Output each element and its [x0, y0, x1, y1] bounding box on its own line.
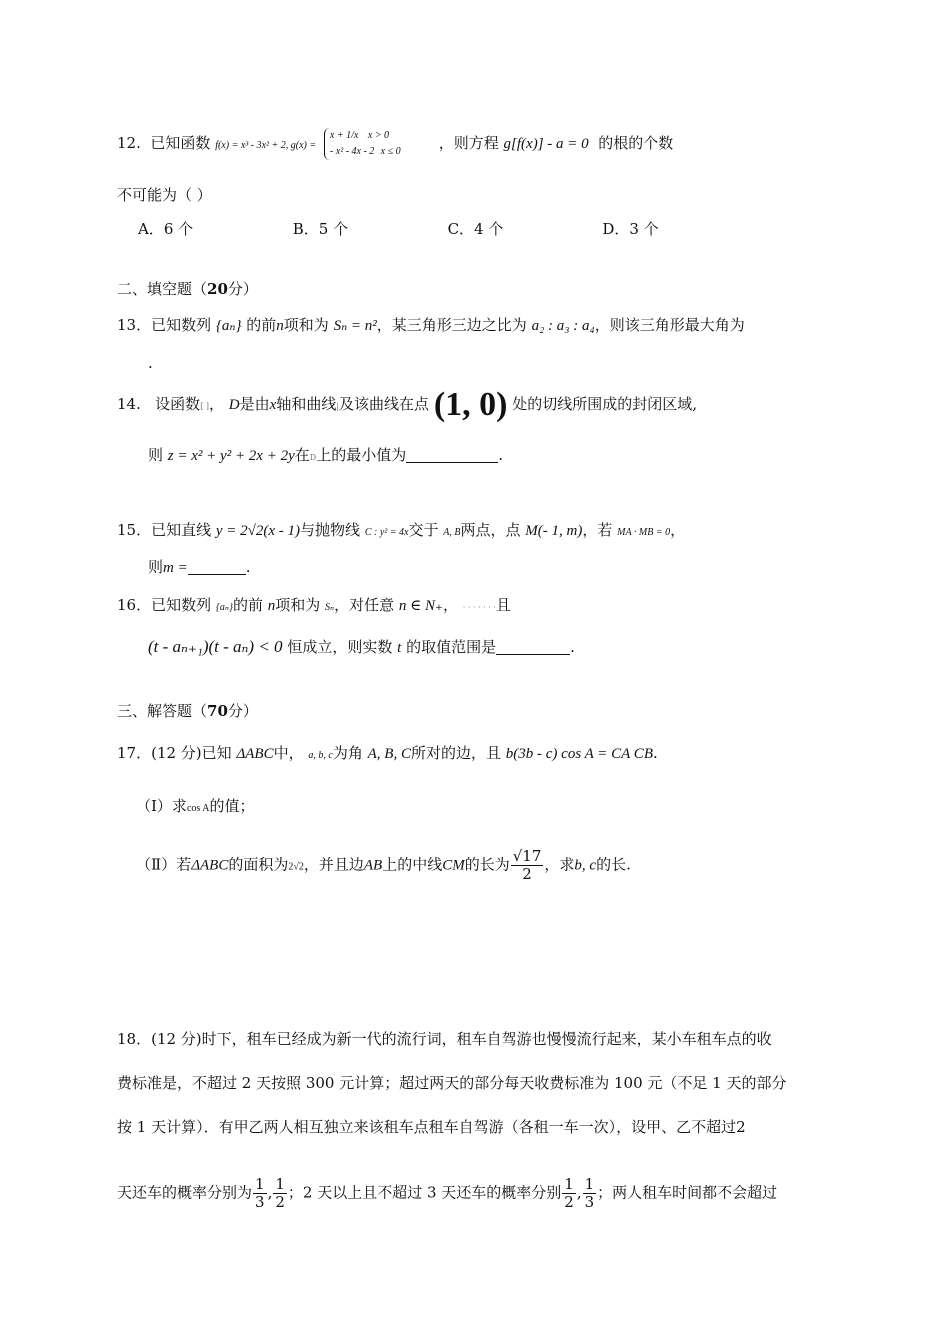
q16-s: Sₙ: [325, 602, 335, 613]
q12-options: [138, 218, 752, 240]
q12-equation: g[f(x)] - a = 0: [503, 136, 589, 152]
q14-x: x: [269, 397, 277, 413]
q17-text: 上的中线: [382, 855, 443, 874]
section3-heading: [117, 700, 258, 722]
q18-frac-num: 1: [564, 1175, 574, 1193]
q16-text: 的前: [232, 596, 263, 614]
q18-frac-den: 2: [275, 1193, 285, 1211]
q18-text: 天还车的概率分别为: [117, 1183, 253, 1202]
q18-line1: [117, 1028, 772, 1050]
q16-text: 项和为: [275, 596, 321, 614]
q15-text: 已知直线: [151, 521, 212, 539]
q13-line1: [117, 314, 745, 337]
q13-sum: Sₙ = n²: [333, 318, 377, 334]
q18-text: ；2 天以上且不超过 3 天还车的概率分别: [287, 1183, 562, 1202]
q17-part1: [136, 795, 254, 820]
q17-text: 的值；: [209, 797, 255, 815]
q12-line1: [117, 128, 673, 160]
q18-frac-den: 3: [255, 1193, 265, 1211]
q14-function-placeholder: [ ]: [200, 402, 209, 411]
q17-median-num: √17: [512, 847, 542, 865]
q15-m: m =: [163, 560, 188, 576]
q16-inequality: (t - aₙ₊₁)(t - aₙ) < 0: [148, 637, 283, 656]
q12-line2: 不可能为（ ）: [117, 186, 212, 204]
q12-number: 12.: [117, 134, 141, 152]
q15-text: ，若: [582, 521, 613, 539]
q18-text: ；两人租车时间都不会超过: [597, 1183, 778, 1202]
q15-line1: [117, 519, 685, 544]
q14-line2: [148, 444, 503, 469]
q13-n: n: [276, 318, 284, 334]
q17-text: 的长为: [464, 855, 510, 874]
q18-fraction: [273, 1176, 287, 1211]
section3-title: 三、解答题（: [117, 702, 208, 720]
q17-condition: b(3b - c) cos A = CA CB: [505, 746, 653, 762]
q17-median-den: 2: [522, 865, 532, 883]
q12-functions: f(x) = x³ - 3x² + 2, g(x) =: [215, 140, 317, 151]
q14-d: D: [228, 397, 240, 413]
q15-text: 与抛物线: [300, 521, 361, 539]
q17-line1: [117, 742, 658, 767]
q15-points-ab: A, B: [443, 527, 461, 538]
q15-line-equation: y = 2√2(x - 1): [215, 523, 301, 539]
q15-text: 则: [148, 558, 164, 576]
q14-text: 及该曲线在点: [339, 395, 430, 413]
q18-frac-num: 1: [255, 1175, 265, 1193]
q14-z-expression: z = x² + y² + 2x + 2y: [167, 448, 295, 464]
q18-fraction: [583, 1176, 597, 1211]
q15-line2: [148, 556, 251, 579]
section2-title-end: 分）: [227, 280, 258, 298]
section2-score: 20: [207, 280, 228, 298]
section3-title-end: 分）: [227, 702, 258, 720]
q16-text: ，对任意: [334, 596, 395, 614]
q14-number: 14.: [117, 395, 141, 413]
q17-score: (12 分): [151, 744, 202, 762]
q16-formula-placeholder: · · · · · · ·: [462, 603, 496, 612]
q17-sides: a, b, c: [308, 750, 333, 761]
q12-text-suffix: 的根的个数: [598, 134, 674, 152]
q15-text: 交于: [408, 521, 439, 539]
q14-text: 设函数: [155, 395, 201, 413]
q13-ratio: a₂ : a₃ : a₄: [531, 318, 595, 334]
q14-point: (1, 0): [433, 386, 508, 423]
q17-part2: [136, 848, 631, 883]
q17-text: ，求: [544, 855, 575, 874]
q16-t: t: [397, 640, 402, 656]
q16-condition: n ∈ N₊: [398, 598, 443, 614]
section2-title: 二、填空题（: [117, 280, 208, 298]
q13-number: 13．: [117, 316, 152, 334]
q18-number: 18．: [117, 1030, 152, 1048]
q17-text: 为角: [332, 744, 363, 762]
q17-angles: A, B, C: [367, 746, 411, 762]
q13-sequence: {aₙ}: [215, 318, 242, 334]
q13-text: 的前: [246, 316, 277, 334]
q15-text: ，: [670, 521, 686, 539]
q15-number: 15．: [117, 521, 152, 539]
q12-case2-cond: x ≤ 0: [380, 146, 401, 157]
q16-text: 已知数列: [151, 596, 212, 614]
q17-text: .: [652, 744, 658, 762]
q14-text: 上的最小值为: [316, 446, 407, 464]
q18-score: (12 分): [151, 1030, 202, 1048]
q16-answer-blank[interactable]: [496, 639, 570, 655]
q16-n: n: [267, 598, 276, 614]
q12-option-d: D．3 个: [602, 220, 659, 238]
q16-sequence: {aₙ}: [215, 602, 233, 613]
q17-text: 已知: [201, 744, 232, 762]
q13-text: ，某三角形三边之比为: [376, 316, 527, 334]
q14-text: 处的切线所围成的封闭区域,: [512, 395, 698, 413]
q12-option-a: A．6 个: [138, 220, 194, 238]
q12-option-b: B．5 个: [292, 220, 349, 238]
q15-point-m: M(- 1, m): [525, 523, 583, 539]
q17-text: 的长.: [596, 855, 631, 874]
q18-text: 2: [736, 1118, 746, 1136]
q17-bc: b, c: [574, 857, 597, 874]
q12-option-c: C．4 个: [447, 220, 504, 238]
q17-area: 2√2: [288, 861, 304, 873]
q18-frac-num: 1: [275, 1175, 285, 1193]
q16-text: .: [570, 638, 575, 656]
q16-text: 恒成立，则实数: [287, 638, 393, 656]
q14-curve-placeholder: |: [336, 402, 340, 411]
q17-text: 的面积为: [228, 855, 289, 874]
q15-dot-product: MA · MB = 0: [617, 527, 671, 538]
q15-parabola: C : y² = 4x: [364, 527, 409, 538]
q18-frac-den: 3: [584, 1193, 595, 1211]
q18-frac-den: 2: [564, 1193, 574, 1211]
q14-text: 在: [294, 446, 310, 464]
q14-text: 是由: [239, 395, 270, 413]
q14-text: ，: [208, 395, 224, 413]
q12-case1-expr: x + 1/x: [329, 130, 359, 141]
q12-case1-cond: x > 0: [367, 130, 390, 141]
q18-fraction: [253, 1176, 267, 1211]
q14-line1: [117, 386, 698, 423]
q17-part1-label: （Ⅰ）求: [136, 797, 187, 815]
q18-line4: 天还车的概率分别为 $\frac{1}{3}$ , $\frac{1}{2}$ ；2 天以上且不超过 3 天还车的概率分别 $\frac{1}{2}$ , $\frac{1}{3}$ ；两人租车时间都不会超过: [117, 1175, 778, 1211]
section2-heading: [117, 278, 258, 300]
q15-text: .: [245, 558, 251, 576]
q14-text: 则: [148, 446, 164, 464]
q15-answer-blank[interactable]: [188, 559, 246, 575]
q16-text: 的取值范围是: [406, 638, 497, 656]
q12-piecewise: [324, 128, 401, 160]
q17-part2-label: （Ⅱ）若: [136, 855, 192, 874]
q18-line2: 费标准是，不超过 2 天按照 300 元计算；超过两天的部分每天收费标准为 100 元（不足 1 天的部分: [117, 1074, 787, 1092]
q18-fraction: [562, 1176, 576, 1211]
q14-text: .: [498, 446, 503, 464]
q12-text: 已知函数: [150, 134, 211, 152]
q14-text: 轴和曲线: [276, 395, 337, 413]
q14-answer-blank[interactable]: [406, 447, 498, 463]
q17-side-ab: AB: [363, 857, 383, 874]
q17-cos-a: cos A: [186, 803, 210, 814]
q16-text: ，: [442, 596, 458, 614]
q18-line3: [117, 1116, 746, 1138]
q18-text: 甲、乙不超过: [646, 1118, 737, 1136]
q17-triangle: ΔABC: [191, 857, 229, 874]
q17-triangle: ΔABC: [236, 746, 274, 762]
q17-text: 中，: [273, 744, 304, 762]
q16-text: 且: [495, 596, 511, 614]
q15-text: 两点，点: [460, 521, 521, 539]
q18-text: 按 1 天计算）．有甲乙两人相互独立来该租车点租车自驾游（各租一车一次），设: [117, 1118, 647, 1136]
q17-number: 17．: [117, 744, 152, 762]
q12-text-middle: ，则方程: [438, 134, 499, 152]
q18-text: 时下，租车已经成为新一代的流行词，租车自驾游也慢慢流行起来，某小车租车点的收: [201, 1030, 772, 1048]
q13-text: 项和为: [283, 316, 329, 334]
section3-score: 70: [207, 702, 228, 720]
q14-d-placeholder: D: [309, 453, 317, 462]
q16-line1: [117, 594, 511, 619]
q17-median-cm: CM: [442, 857, 465, 874]
q13-line2: .: [148, 354, 153, 372]
q13-text: ，则该三角形最大角为: [594, 316, 745, 334]
q16-line2: [148, 636, 575, 659]
q12-case2-expr: - x² - 4x - 2: [329, 146, 375, 157]
q17-median-length: [511, 848, 544, 883]
q17-text: ，并且边: [303, 855, 364, 874]
q17-text: 所对的边，且: [410, 744, 501, 762]
q16-number: 16．: [117, 596, 152, 614]
q13-text: 已知数列: [151, 316, 212, 334]
q18-frac-num: 1: [584, 1175, 595, 1193]
